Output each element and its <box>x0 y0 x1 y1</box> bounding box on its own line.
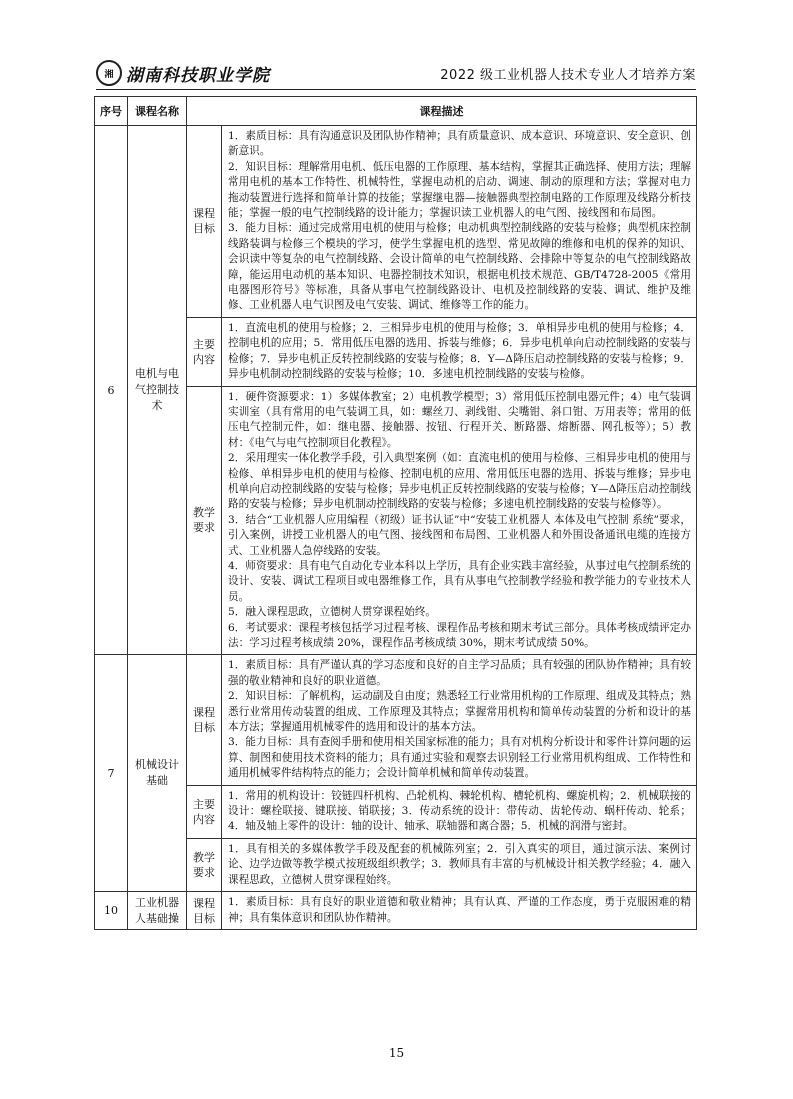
course-name: 电机与电气控制技术 <box>128 126 187 655</box>
section-label: 主要 内容 <box>187 785 222 838</box>
page-number: 15 <box>388 1046 405 1060</box>
course-name: 机械设计基础 <box>128 655 187 892</box>
description-paragraph: 1．素质目标：具有良好的职业道德和敬业精神；具有认真、严谨的工作态度，勇于克服困难的精神；具有集体意识和团队协作精神。 <box>228 896 691 924</box>
description-paragraph: 4．师资要求：具有电气自动化专业本科以上学历，具有企业实践丰富经验，从事过电气控制系统的设计、安装、调试工程项目或电器维修工作，具有从事电气控制教学经验和教学能力的专业技术人员。 <box>228 559 691 603</box>
document-title: 2022 级工业机器人技术专业人才培养方案 <box>440 68 696 83</box>
section-description <box>222 655 697 785</box>
page-header <box>96 58 696 88</box>
school-seal-icon: 湘 <box>96 60 122 86</box>
description-paragraph: 2．知识目标：理解常用电机、低压电器的工作原理、基本结构，掌握其正确选择、使用方法；理解常用电机的基本工作特性、机械特性，掌握电动机的启动、调速、制动的原理和方法；掌握对电力拖动装置进行选择和简单计算的技能；掌握继电器—接触器典型控制电路的工作原理及线路分析技能；掌握一般的电气控制线路的设计能力；掌握识读工业机器人的电气图、接线图和布局图。 <box>228 160 691 220</box>
table-row <box>95 655 697 785</box>
header-num: 序号 <box>95 97 128 126</box>
description-paragraph: 3．能力目标：通过完成常用电机的使用与检修；电动机典型控制线路的安装与检修；典型机床控制线路装调与检修三个模块的学习，使学生掌握电机的选型、常见故障的维修和电机的保养的知识、会识读中等复杂的电气控制线路、会设计简单的电气控制线路、会排除中等复杂的电气控制线路故障，能运用电动机的基本知识、电器控制技术知识，根据电机技术规范、GB/T4728-2005《常用电器图形符号》等标准，具备从事电气控制线路设计、电机及控制线路的安装、调试、维护及维修、工业机器人电气识图及电气安装、调试、维修等工作的能力。 <box>228 222 691 312</box>
table-row <box>95 892 697 930</box>
description-paragraph: 1．素质目标：具有沟通意识及团队协作精神；具有质量意识、成本意识、环境意识、安全意识、创新意识。 <box>228 130 691 158</box>
description-paragraph: 1．具有相关的多媒体教学手段及配套的机械陈列室；2．引入真实的项目，通过演示法、案例讨论、边学边做等教学模式按班级组织教学；3．教师具有丰富的与机械设计相关教学经验；4．融入课程思政，立德树人贯穿课程始终。 <box>228 842 691 886</box>
table-row <box>95 126 697 318</box>
description-paragraph: 5．融入课程思政，立德树人贯穿课程始终。 <box>228 606 437 619</box>
course-number: 7 <box>95 655 128 892</box>
course-table <box>94 96 697 930</box>
description-paragraph: 2．采用理实一体化教学手段，引入典型案例（如：直流电机的使用与检修、三相异步电机的使用与检修、单相异步电机的使用与检修、控制电机的应用、常用低压电器的选用、拆装与维修；异步电机单向启动控制线路的安装与检修；异步电机正反转控制线路的安装与检修；Y—Δ降压启动控制线路的安装与检修；异步电机制动控制线路的安装与检修；多速电机控制线路的安装与检修等）。 <box>228 452 691 511</box>
description-paragraph: 3．能力目标：具有查阅手册和使用相关国家标准的能力；具有对机构分析设计和零件计算问题的运算、制图和使用技术资料的能力；具有通过实验和观察去识别轻工行业常用机构组成、工作特性和通用机械零件结构特点的能力；会设计简单机械和简单传动装置。 <box>228 736 691 780</box>
section-label: 主要 内容 <box>187 317 222 386</box>
section-label: 课程 目标 <box>187 892 222 930</box>
table-header-row <box>95 97 697 126</box>
section-description <box>222 386 697 655</box>
description-paragraph: 3．结合“工业机器人应用编程（初级）证书认证”中“安装工业机器人 本体及电气控制 系统”要求，引入案例，讲授工业机器人的电气图、接线图和布局图、工业机器人和外围设备通讯电缆的连接方式、工业机器人急停线路的安装。 <box>228 513 691 557</box>
section-description <box>222 126 697 318</box>
section-label: 课程 目标 <box>187 655 222 785</box>
description-paragraph: 6．考试要求：课程考核包括学习过程考核、课程作品考核和期末考试三部分。具体考核成绩评定办法：学习过程考核成绩 20%，课程作品考核成绩 30%，期末考试成绩 50%。 <box>228 621 691 649</box>
course-number: 6 <box>95 126 128 655</box>
description-paragraph: 1．硬件资源要求：1）多媒体教室；2）电机教学模型；3）常用低压控制电器元件；4）电气装调实训室（具有常用的电气装调工具，如：螺丝刀、剥线钳、尖嘴钳、斜口钳、万用表等；常用的低压电气控制元件，如：继电器、接触器、按钮、行程开关、断路器、熔断器、网孔板等）；5）教材：《电气与电气控制项目化教程》。 <box>228 390 691 449</box>
section-description <box>222 892 697 930</box>
description-paragraph: 1．直流电机的使用与检修；2．三相异步电机的使用与检修；3．单相异步电机的使用与检修；4．控制电机的应用；5．常用低压电器的选用、拆装与维修；6．异步电机单向启动控制线路的安装与检修；7．异步电机正反转控制线路的安装与检修；8．Y—Δ降压启动控制线路的安装与检修；9．异步电机制动控制线路的安装与检修；10．多速电机控制线路的安装与检修。 <box>228 321 691 381</box>
section-description <box>222 317 697 386</box>
description-paragraph: 1．常用的机构设计：铰链四杆机构、凸轮机构、棘轮机构、槽轮机构、螺旋机构；2．机械联接的设计：螺栓联接、键联接、销联接；3．传动系统的设计：带传动、齿轮传动、蜗杆传动、轮系；4．轴及轴上零件的设计：轴的设计、轴承、联轴器和离合器；5．机械的润滑与密封。 <box>228 789 691 833</box>
header-rule <box>96 89 696 90</box>
section-description <box>222 838 697 891</box>
header-name: 课程名称 <box>128 97 187 126</box>
section-label: 教学 要求 <box>187 386 222 655</box>
description-paragraph: 2．知识目标：了解机构，运动副及自由度；熟悉轻工行业常用机构的工作原理、组成及其特点；熟悉行业常用传动装置的组成、工作原理及其特点；掌握常用机构和简单传动装置的分析和设计的基本方法；掌握通用机械零件的选用和设计的基本方法。 <box>228 690 691 734</box>
section-description <box>222 785 697 838</box>
section-label: 教学 要求 <box>187 838 222 891</box>
course-number: 10 <box>95 892 128 930</box>
school-name: 湖南科技职业学院 <box>126 65 270 86</box>
description-paragraph: 1．素质目标：具有严谨认真的学习态度和良好的自主学习品质；具有较强的团队协作精神；具有较强的敬业精神和良好的职业道德。 <box>228 659 691 687</box>
course-name: 工业机器人基础操 <box>128 892 187 930</box>
header-desc: 课程描述 <box>187 97 697 126</box>
section-label: 课程 目标 <box>187 126 222 318</box>
school-logo <box>96 58 270 88</box>
